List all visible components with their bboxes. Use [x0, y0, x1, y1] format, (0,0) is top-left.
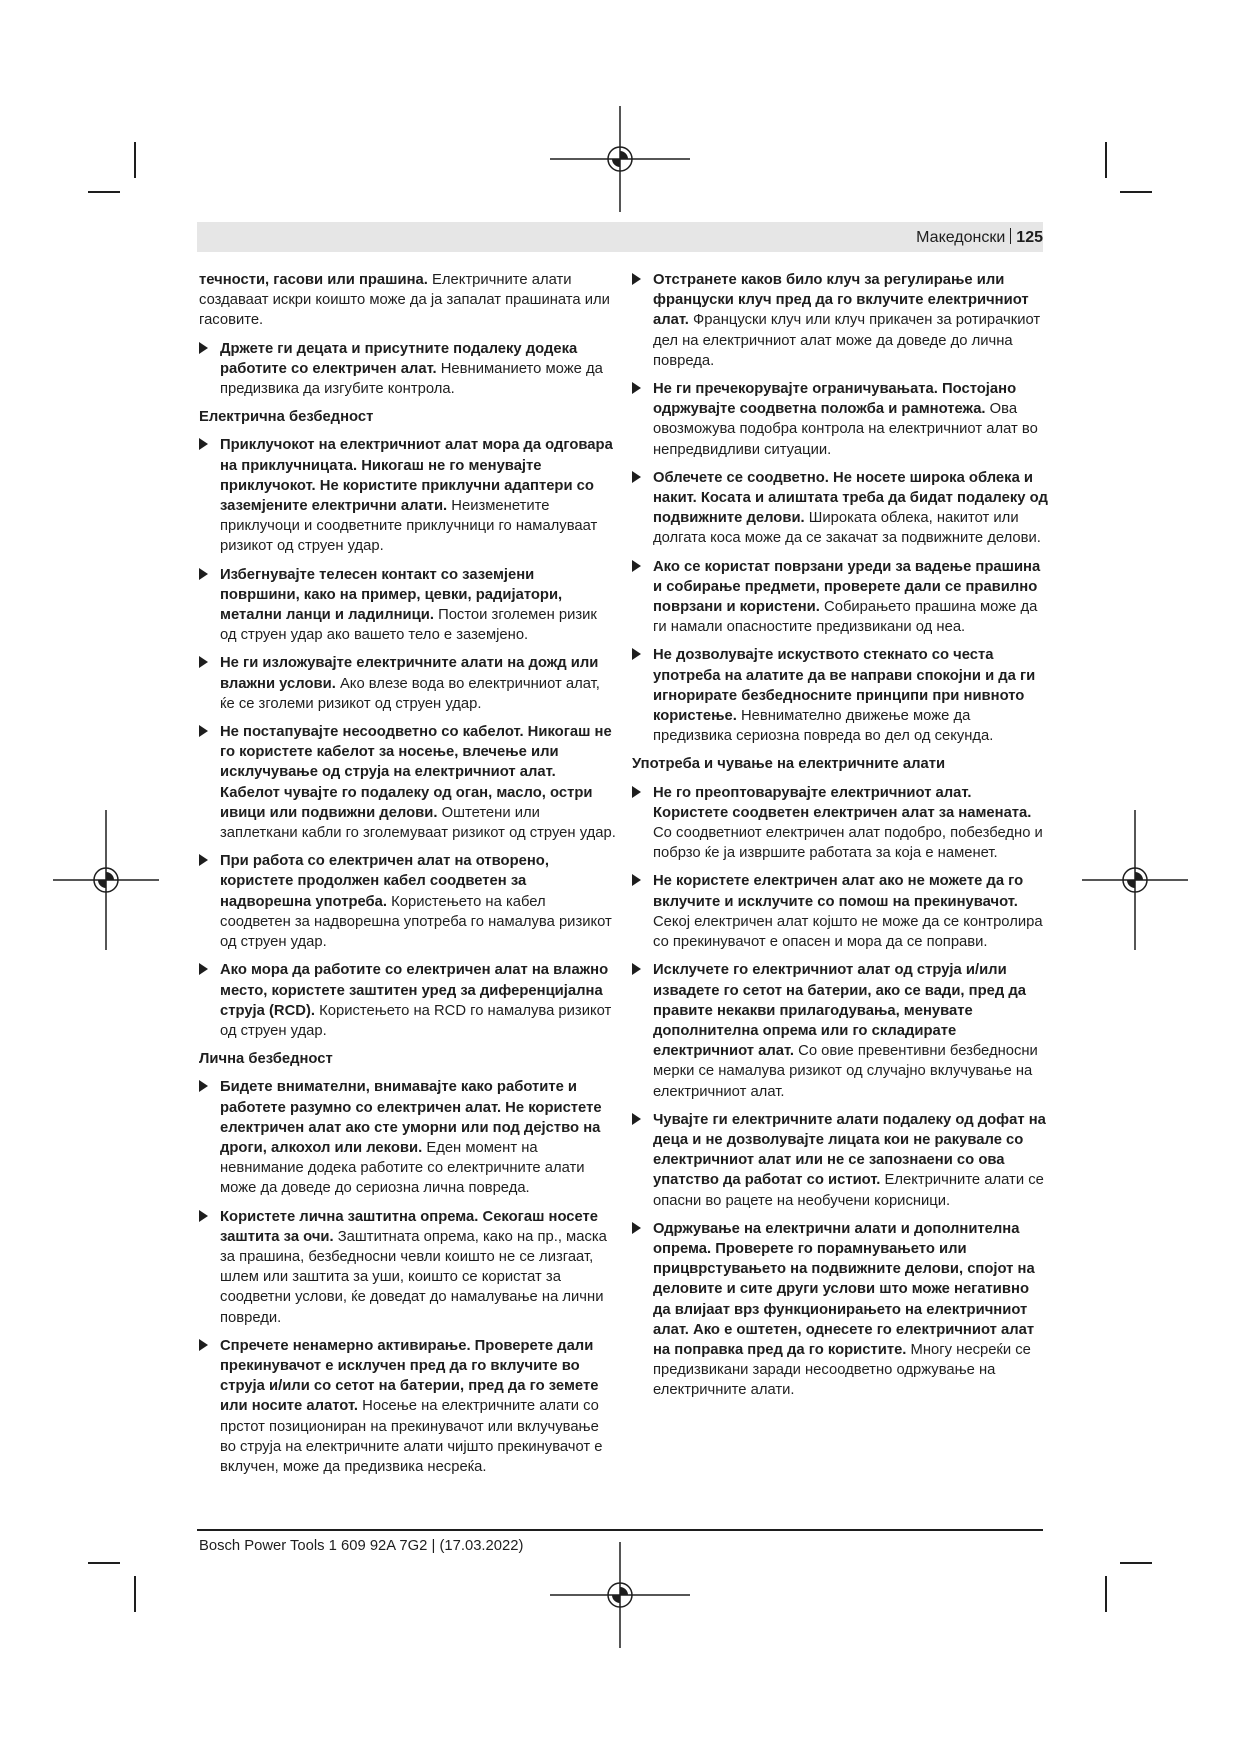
- instruction-explanation: Носење на електричните алати со прстот позициониран на прекинувачот или вклучување во струја на електричните алати чијшто прекинувачот е вклучен, може да предизвика несреќа.: [220, 1398, 603, 1475]
- crop-mark: [88, 1562, 120, 1564]
- safety-instruction: [632, 379, 1050, 460]
- left-column: [199, 270, 617, 1485]
- instruction-bold-text: Одржување на електрични алати и дополнителна опрема. Проверете го порамнувањето или прицврстувањето на подвижните делови, спојот на деловите и сите други услови што може негативно да влијаат врз функционирањето на електричниот алат. Ако е оштетен, однесете го електричниот алат на поправка пред да го користите.: [653, 1220, 1035, 1358]
- section-heading: Електрична безбедност: [199, 409, 374, 426]
- instruction-bold-text: Бидете внимателни, внимавајте како работите и работете разумно со електричен алат. Не користете електричен алат ако сте уморни или под дејство на дроги, алкохол или лекови.: [220, 1079, 602, 1156]
- instruction-bold-text: Приклучокот на електричниот алат мора да одговара на приклучницата. Никогаш не го менувајте приклучокот. Не користите приклучни адаптери со заземјените електрични алати.: [220, 437, 613, 515]
- safety-instruction: [632, 270, 1050, 371]
- instruction-bold-text: Отстранете каков било клуч за регулирање или француски клуч пред да го вклучите електричниот алат.: [653, 272, 1029, 329]
- bullet-arrow-icon: [199, 963, 208, 975]
- crop-mark: [134, 1576, 136, 1612]
- instruction-explanation: Невниманието може да предизвика да изгубите контрола.: [220, 360, 603, 398]
- bullet-arrow-icon: [199, 342, 208, 354]
- crop-mark: [134, 142, 136, 178]
- safety-instruction: [632, 871, 1050, 952]
- safety-instruction: [199, 960, 617, 1041]
- bullet-arrow-icon: [632, 1113, 641, 1125]
- bullet-arrow-icon: [632, 786, 641, 798]
- instruction-bold-text: Не ги изложувајте електричните алати на дожд или влажни услови.: [220, 655, 599, 692]
- bullet-arrow-icon: [632, 471, 641, 483]
- safety-instruction: [199, 653, 617, 714]
- safety-instruction: [199, 851, 617, 952]
- instruction-explanation: Електричните алати се опасни во рацете на необучени корисници.: [653, 1172, 1044, 1209]
- safety-instruction: [632, 1219, 1050, 1401]
- instruction-bold-text: При работа со електричен алат на отворено, користете продолжен кабел соодветен за надворешна употреба.: [220, 853, 549, 910]
- bullet-arrow-icon: [199, 1080, 208, 1092]
- instruction-explanation: Користењето на кабел соодветен за надворешна употреба го намалува ризикот од струен удар.: [220, 893, 612, 951]
- safety-instruction: [199, 1207, 617, 1328]
- instruction-explanation: Невнимателно движење може да предизвика сериозна повреда во дел од секунда.: [653, 708, 994, 745]
- crop-mark: [1120, 1562, 1152, 1564]
- safety-instruction: [199, 1336, 617, 1477]
- footer-rule: [197, 1529, 1043, 1531]
- instruction-explanation: Оштетени или заплеткани кабли го зголемуваат ризикот од струен удар.: [220, 804, 616, 842]
- instruction-explanation: Неизменетите приклучоци и соодветните приклучници го намалуваат ризикот од струен удар.: [220, 498, 598, 555]
- instruction-bold-text: Исклучете го електричниот алат од струја и/или извадете го сетот на батерии, ако се вади, пред да правите некакви прилагодувања, менувате дополнителна опрема или го складирате електричниот алат.: [653, 962, 1026, 1060]
- bullet-arrow-icon: [199, 854, 208, 866]
- instruction-bold-text: Не го преоптоварувајте електричниот алат. Користете соодветен електричен алат за намената.: [653, 784, 1032, 821]
- instruction-explanation: Со соодветниот електричен алат подобро, побезбедно и побрзо ќе ја извршите работата за која е наменет.: [653, 825, 1043, 862]
- bullet-arrow-icon: [632, 1222, 641, 1234]
- safety-instruction: [199, 565, 617, 646]
- paragraph: [199, 270, 617, 331]
- safety-instruction: [632, 468, 1050, 549]
- bullet-arrow-icon: [199, 1210, 208, 1222]
- registration-mark-left-icon: [53, 810, 159, 950]
- bullet-arrow-icon: [199, 438, 208, 450]
- registration-mark-bottom-icon: [550, 1542, 690, 1648]
- registration-mark-top-icon: [550, 106, 690, 212]
- instruction-explanation: Со овие превентивни безбедносни мерки се намалува ризикот од случајно вклучување на електричниот алат.: [653, 1043, 1038, 1100]
- bullet-arrow-icon: [632, 963, 641, 975]
- section-heading: Употреба и чување на електричните алати: [632, 756, 946, 773]
- bullet-arrow-icon: [199, 1339, 208, 1351]
- instruction-bold-text: Ако мора да работите со електричен алат на влажно место, користете заштитен уред за диференцијална струја (RCD).: [220, 962, 609, 1019]
- instruction-bold-text: Чувајте ги електричните алати подалеку од дофат на деца и не дозволувајте лицата кои не ракувале со електричниот алат или не се запознаени со ова упатство да работат со истиот.: [653, 1111, 1046, 1189]
- instruction-explanation: Ако влезе вода во електричниот алат, ќе се зголеми ризикот од струен удар.: [220, 675, 600, 712]
- instruction-explanation: Секој електричен алат којшто не може да се контролира со прекинувачот е опасен и мора да се поправи.: [653, 913, 1043, 951]
- bullet-arrow-icon: [199, 568, 208, 580]
- safety-instruction: [199, 722, 617, 843]
- instruction-explanation: Постои зголемен ризик од струен удар ако вашето тело е заземјено.: [220, 607, 597, 644]
- registration-mark-right-icon: [1082, 810, 1188, 950]
- instruction-bold-text: Не постапувајте несоодветно со кабелот. Никогаш не го користете кабелот за носење, влечење или исклучување од струја на електричниот алат. Кабелот чувајте го подалеку од оган, масло, остри ивици или подвижни делови.: [220, 724, 612, 821]
- safety-instruction: [632, 645, 1050, 746]
- instruction-bold-text: Не дозволувајте искуството стекнато со честа употреба на алатите да ве направи спокојни и да ги игнорирате безбедносните принципи при нивното користење.: [653, 647, 1036, 725]
- instruction-bold-text: течности, гасови или прашина.: [199, 272, 428, 288]
- instruction-explanation: Широката облека, накитот или долгата коса може да се закачат за подвижните делови.: [653, 510, 1041, 547]
- instruction-bold-text: Избегнувајте телесен контакт со заземјени површини, како на пример, цевки, радијатори, метални ланци и ладилници.: [220, 566, 563, 624]
- footer-text: Bosch Power Tools 1 609 92A 7G2 | (17.03.2022): [199, 1538, 524, 1554]
- safety-instruction: [632, 960, 1050, 1101]
- instruction-explanation: Користењето на RCD го намалува ризикот од струен удар.: [220, 1002, 612, 1039]
- bullet-arrow-icon: [632, 560, 641, 572]
- instruction-bold-text: Држете ги децата и присутните подалеку додека работите со електричен алат.: [220, 340, 578, 377]
- safety-instruction: [199, 1077, 617, 1198]
- instruction-bold-text: Не ги пречекорувајте ограничувањата. Постојано одржувајте соодветна положба и рамнотежа.: [653, 381, 1017, 418]
- safety-instruction: [632, 557, 1050, 638]
- crop-mark: [88, 191, 120, 193]
- instruction-explanation: Еден момент на невнимание додека работите со електричните алати може да доведе до сериозна лична повреда.: [220, 1139, 585, 1197]
- safety-instruction: [632, 783, 1050, 864]
- header-language: Македонски: [916, 229, 1006, 246]
- header-separator: [1010, 228, 1011, 244]
- bullet-arrow-icon: [632, 273, 641, 285]
- safety-instruction: [632, 1110, 1050, 1211]
- instruction-bold-text: Спречете ненамерно активирање. Проверете дали прекинувачот е исклучен пред да го вклучите во струја и/или со сетот на батерии, пред да го земете или носите алатот.: [220, 1337, 599, 1415]
- instruction-bold-text: Не користете електричен алат ако не можете да го вклучите и исклучите со помош на прекинувачот.: [653, 873, 1024, 910]
- instruction-explanation: Собирањето прашина може да ги намали опасностите предизвикани од неа.: [653, 599, 1038, 636]
- bullet-arrow-icon: [632, 874, 641, 886]
- bullet-arrow-icon: [199, 656, 208, 668]
- crop-mark: [1105, 142, 1107, 178]
- safety-instruction: [199, 339, 617, 400]
- crop-mark: [1105, 1576, 1107, 1612]
- instruction-explanation: Електричните алати создаваат искри коишто може да ја запалат прашината или гасовите.: [199, 272, 610, 329]
- bullet-arrow-icon: [632, 648, 641, 660]
- bullet-arrow-icon: [199, 725, 208, 737]
- section-heading: Лична безбедност: [199, 1051, 333, 1068]
- bullet-arrow-icon: [632, 382, 641, 394]
- instruction-explanation: Француски клуч или клуч прикачен за ротирачкиот дел на електричниот алат може да доведе до лична повреда.: [653, 312, 1041, 369]
- running-header: [916, 228, 1043, 248]
- page-number: 125: [1016, 229, 1043, 246]
- instruction-bold-text: Користете лична заштитна опрема. Секогаш носете заштита за очи.: [220, 1208, 599, 1245]
- crop-mark: [1120, 191, 1152, 193]
- instruction-explanation: Ова овозможува подобра контрола на електричниот алат во непредвидливи ситуации.: [653, 401, 1038, 458]
- instruction-bold-text: Облечете се соодветно. Не носете широка облека и накит. Косата и алиштата треба да бидат подалеку од подвижните делови.: [653, 469, 1048, 527]
- right-column: [632, 270, 1050, 1409]
- instruction-explanation: Многу несреќи се предизвикани заради несоодветно одржување на електричните алати.: [653, 1341, 1031, 1399]
- instruction-explanation: Заштитната опрема, како на пр., маска за прашина, безбедносни чевли коишто не се лизгаат, шлем или заштита за уши, коишто се користат за соодветни услови, ќе доведат до намалување на лични повреди.: [220, 1228, 607, 1326]
- safety-instruction: [199, 435, 617, 556]
- instruction-bold-text: Ако се користат поврзани уреди за вадење прашина и собирање предмети, проверете дали се правилно поврзани и користени.: [653, 558, 1041, 616]
